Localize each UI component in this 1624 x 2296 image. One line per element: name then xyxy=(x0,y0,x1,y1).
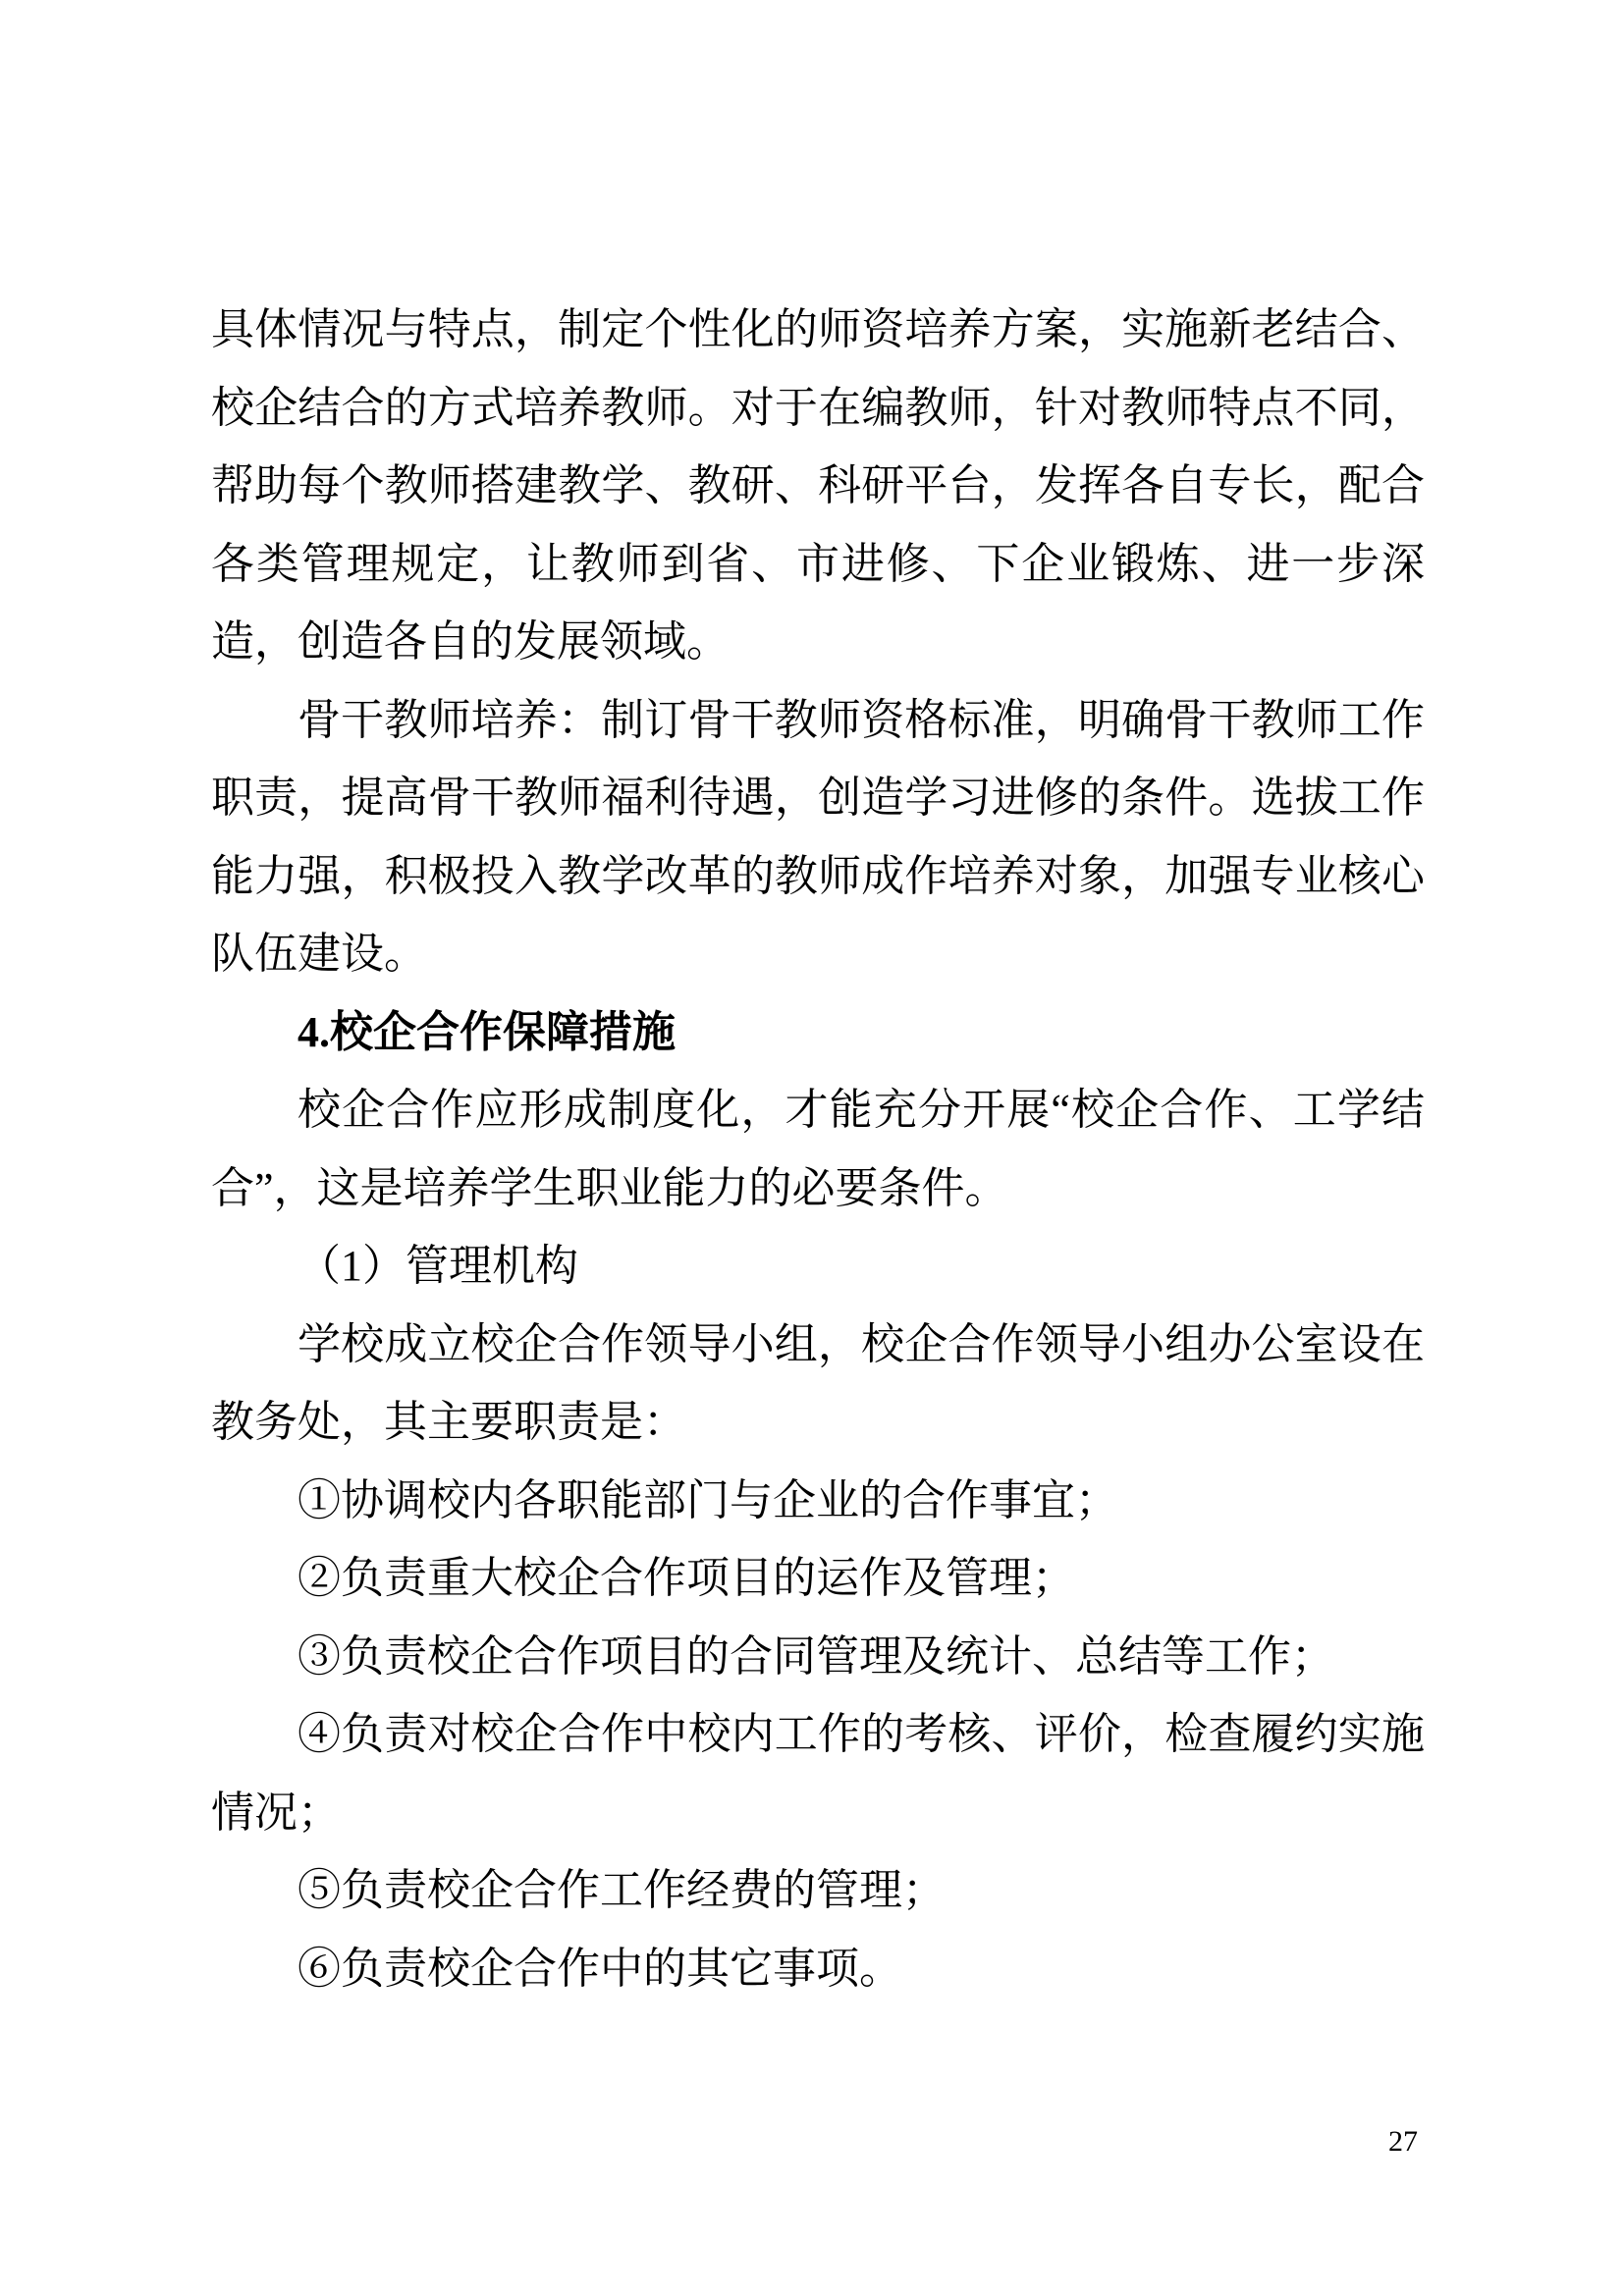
list-item-6: ⑥负责校企合作中的其它事项。 xyxy=(298,1944,902,1993)
paragraph-cooperation-system: 校企合作应形成制度化，才能充分开展“校企合作、工学结合”，这是培养学生职业能力的必要条件。 xyxy=(211,1086,1425,1212)
subheading-management-organization: （1）管理机构 xyxy=(298,1242,578,1290)
section-heading-4: 4.校企合作保障措施 xyxy=(298,1007,676,1056)
text-block xyxy=(211,291,1425,2007)
page-number: 27 xyxy=(1388,2125,1418,2158)
list-item-4: ④负责对校企合作中校内工作的考核、评价，检查履约实施情况； xyxy=(211,1710,1425,1837)
paragraph-leading-group: 学校成立校企合作领导小组，校企合作领导小组办公室设在教务处，其主要职责是： xyxy=(211,1319,1425,1446)
list-item-1: ①协调校内各职能部门与企业的合作事宜； xyxy=(298,1475,1118,1524)
list-item-5: ⑤负责校企合作工作经费的管理； xyxy=(298,1866,946,1914)
list-item-3: ③负责校企合作项目的合同管理及统计、总结等工作； xyxy=(298,1631,1334,1681)
list-item-2: ②负责重大校企合作项目的运作及管理； xyxy=(298,1554,1075,1602)
paragraph-backbone-teachers: 骨干教师培养：制订骨干教师资格标准，明确骨干教师工作职责，提高骨干教师福利待遇，创造学习进修的条件。选拔工作能力强，积极投入教学改革的教师成作培养对象，加强专业核心队伍建设。 xyxy=(211,695,1425,978)
paragraph-teacher-training: 具体情况与特点，制定个性化的师资培养方案，实施新老结合、校企结合的方式培养教师。对于在编教师，针对教师特点不同，帮助每个教师搭建教学、教研、科研平台，发挥各自专长，配合各类管理规定，让教师到省、市进修、下企业锻炼、进一步深造，创造各自的发展领域。 xyxy=(211,305,1425,666)
